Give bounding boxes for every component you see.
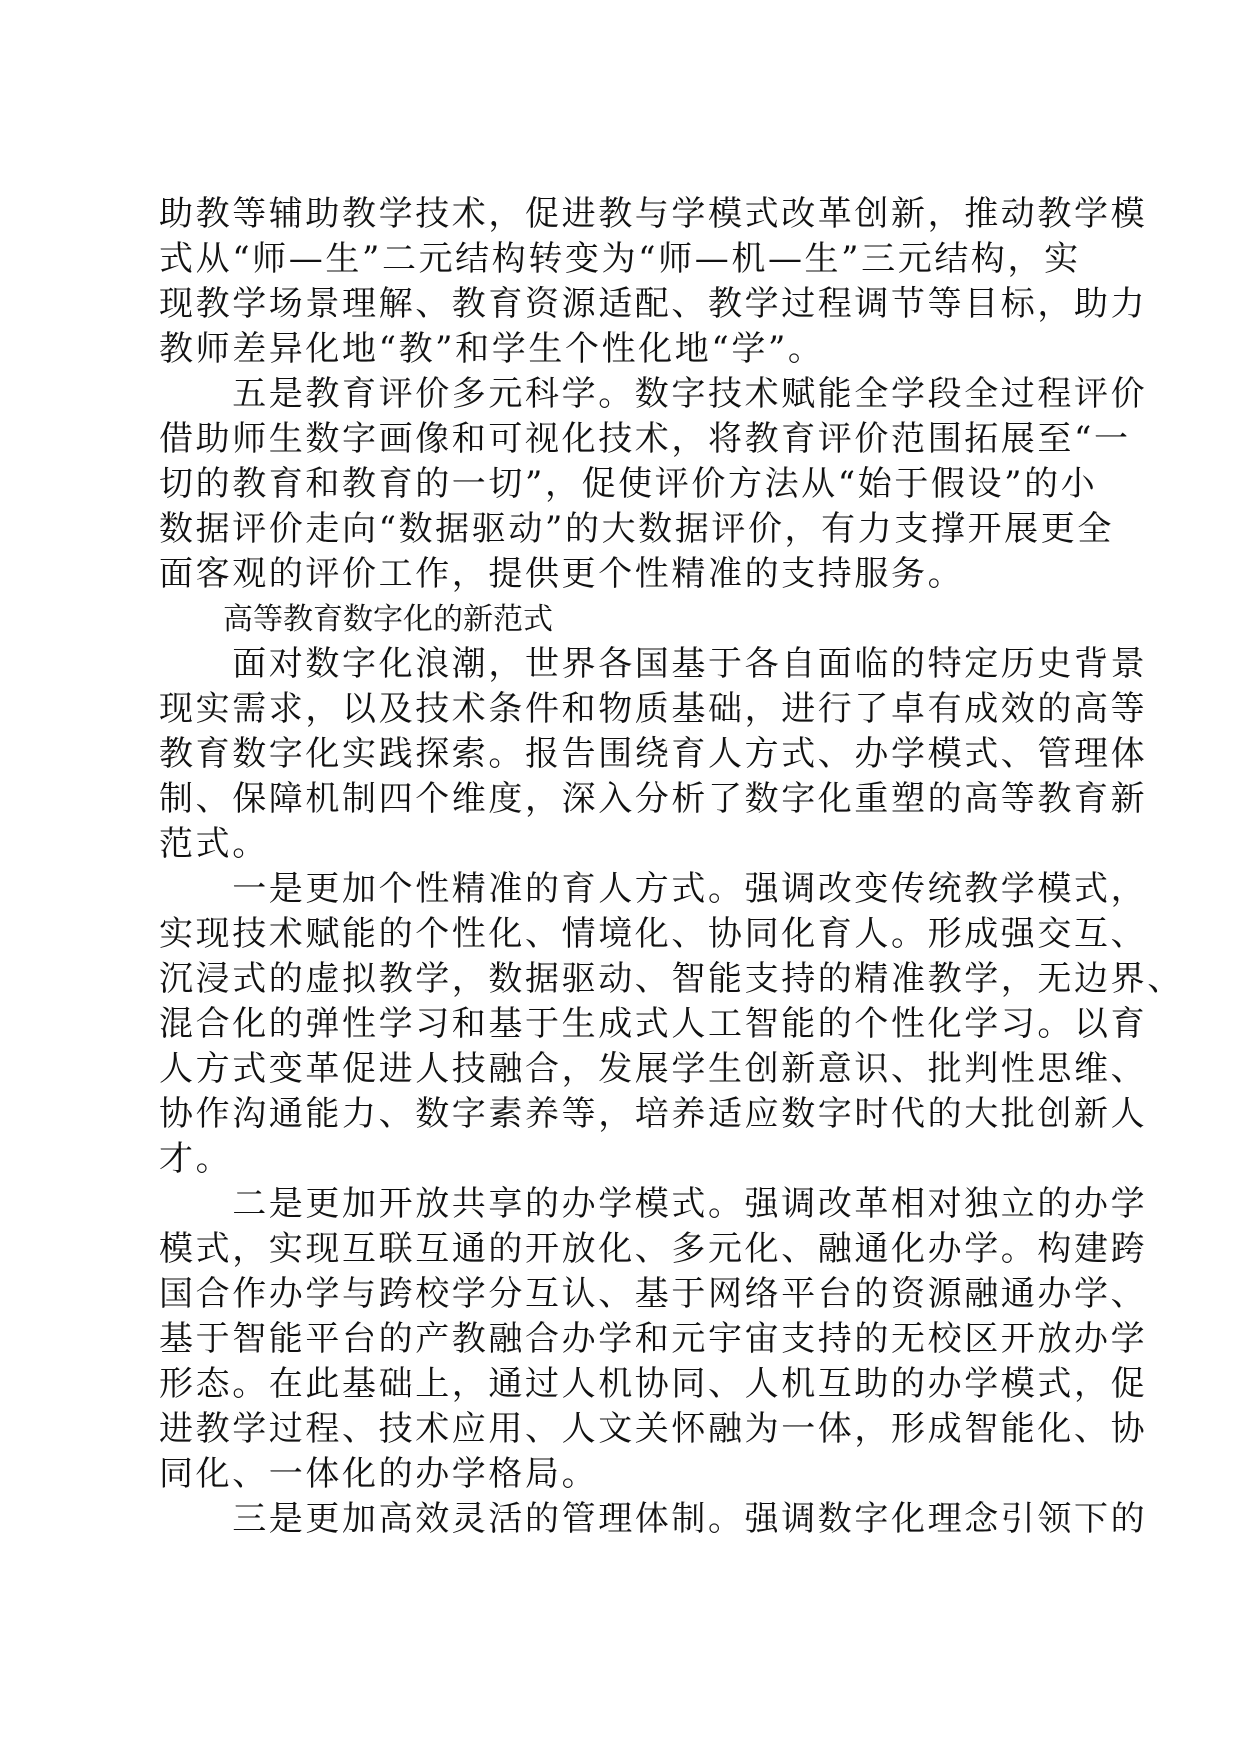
paragraph-new-paradigm-intro: [159, 642, 1148, 867]
text-line: 教师差异化地“教”和学生个性化地“学”。: [159, 329, 825, 369]
text-line: 范式。: [159, 824, 269, 864]
text-line: 模式，实现互联互通的开放化、多元化、融通化办学。构建跨: [159, 1229, 1148, 1269]
text-line: 协作沟通能力、数字素养等，培养适应数字时代的大批创新人: [159, 1094, 1148, 1134]
text-line: 助教等辅助教学技术，促进教与学模式改革创新，推动教学模: [159, 194, 1148, 234]
text-line: 人方式变革促进人技融合，发展学生创新意识、批判性思维、: [159, 1049, 1148, 1089]
paragraph-continuation: [159, 192, 1148, 372]
text-line: 一是更加个性精准的育人方式。强调改变传统教学模式，: [159, 869, 1148, 909]
text-line: 混合化的弹性学习和基于生成式人工智能的个性化学习。以育: [159, 1004, 1148, 1044]
section-heading: 高等教育数字化的新范式: [223, 602, 553, 637]
text-line: 现教学场景理解、教育资源适配、教学过程调节等目标，助力: [159, 284, 1148, 324]
text-line: 数据评价走向“数据驱动”的大数据评价，有力支撑开展更全: [159, 509, 1114, 549]
text-line: 实现技术赋能的个性化、情境化、协同化育人。形成强交互、: [159, 914, 1148, 954]
text-line: 国合作办学与跨校学分互认、基于网络平台的资源融通办学、: [159, 1274, 1148, 1314]
text-line: 形态。在此基础上，通过人机协同、人机互助的办学模式，促: [159, 1364, 1148, 1404]
text-line: 进教学过程、技术应用、人文关怀融为一体，形成智能化、协: [159, 1409, 1148, 1449]
document-page: [159, 192, 1184, 1542]
text-line: 切的教育和教育的一切”，促使评价方法从“始于假设”的小: [159, 464, 1098, 504]
text-line: 面对数字化浪潮，世界各国基于各自面临的特定历史背景: [159, 644, 1148, 684]
text-line: 同化、一体化的办学格局。: [159, 1454, 599, 1494]
text-line: 沉浸式的虚拟教学，数据驱动、智能支持的精准教学，无边界、: [159, 959, 1184, 999]
paragraph-school-model: [159, 1182, 1148, 1497]
paragraph-education-evaluation: [159, 372, 1148, 597]
paragraph-management-system: [159, 1497, 1148, 1542]
text-line: 才。: [159, 1139, 233, 1179]
text-line: 三是更加高效灵活的管理体制。强调数字化理念引领下的: [159, 1499, 1148, 1539]
text-line: 现实需求，以及技术条件和物质基础，进行了卓有成效的高等: [159, 689, 1148, 729]
text-line: 式从“师—生”二元结构转变为“师—机—生”三元结构，实: [159, 239, 1081, 279]
text-line: 借助师生数字画像和可视化技术，将教育评价范围拓展至“一: [159, 419, 1131, 459]
text-line: 教育数字化实践探索。报告围绕育人方式、办学模式、管理体: [159, 734, 1148, 774]
text-line: 面客观的评价工作，提供更个性精准的支持服务。: [159, 554, 965, 594]
text-line: 五是教育评价多元科学。数字技术赋能全学段全过程评价: [159, 374, 1148, 414]
text-line: 基于智能平台的产教融合办学和元宇宙支持的无校区开放办学: [159, 1319, 1148, 1359]
paragraph-education-method: [159, 867, 1184, 1182]
text-line: 制、保障机制四个维度，深入分析了数字化重塑的高等教育新: [159, 779, 1148, 819]
text-line: 二是更加开放共享的办学模式。强调改革相对独立的办学: [159, 1184, 1148, 1224]
